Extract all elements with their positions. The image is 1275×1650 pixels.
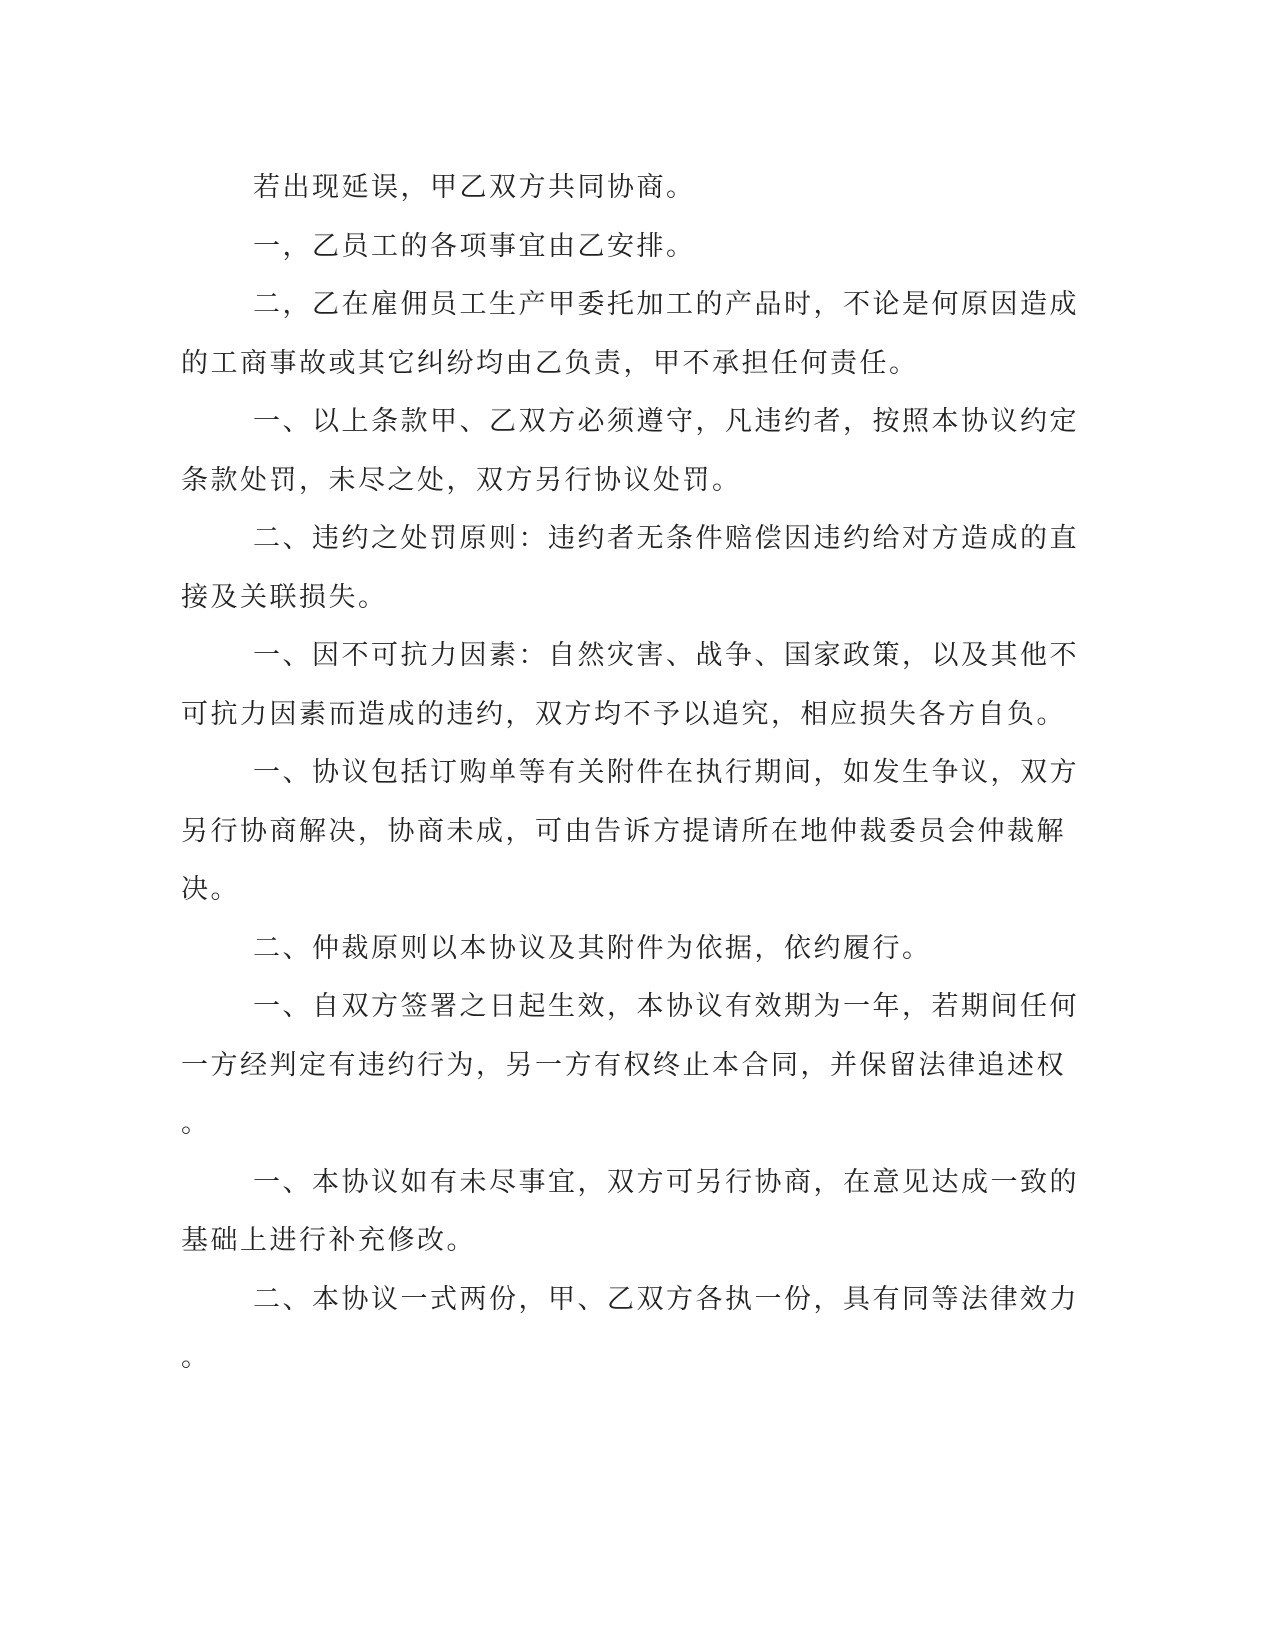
paragraph [181, 1271, 1079, 1388]
text-line: 条款处罚，未尽之处，双方另行协议处罚。 [181, 464, 742, 496]
text-line: 一、因不可抗力因素：自然灾害、战争、国家政策，以及其他不 [253, 640, 1079, 671]
paragraph [181, 393, 1079, 510]
text-line: 二、仲裁原则以本协议及其附件为依据，依约履行。 [253, 932, 932, 964]
paragraph [181, 159, 1031, 218]
text-line: 。 [181, 1108, 211, 1139]
paragraph [181, 920, 1031, 979]
text-line: 一方经判定有违约行为，另一方有权终止本合同，并保留法律追述权 [181, 1049, 1066, 1081]
paragraph [181, 218, 1031, 277]
text-line: 决。 [181, 874, 240, 905]
text-line: 一、协议包括订购单等有关附件在执行期间，如发生争议，双方 [253, 757, 1079, 788]
text-line: 一、本协议如有未尽事宜，双方可另行协商，在意见达成一致的 [253, 1166, 1079, 1198]
paragraph [181, 627, 1079, 744]
text-line: 若出现延误，甲乙双方共同协商。 [253, 172, 696, 203]
paragraph [181, 744, 1079, 920]
text-line: 可抗力因素而造成的违约，双方均不予以追究，相应损失各方自负。 [181, 698, 1066, 730]
text-line: 二，乙在雇佣员工生产甲委托加工的产品时，不论是何原因造成 [253, 289, 1079, 320]
text-line: 基础上进行补充修改。 [181, 1225, 476, 1256]
document-body [181, 159, 1079, 1388]
text-line: 。 [181, 1342, 211, 1373]
text-line: 二、本协议一式两份，甲、乙双方各执一份，具有同等法律效力 [253, 1283, 1079, 1315]
text-line: 一，乙员工的各项事宜由乙安排。 [253, 230, 696, 262]
paragraph [181, 510, 1079, 627]
text-line: 一、以上条款甲、乙双方必须遵守，凡违约者，按照本协议约定 [253, 406, 1079, 437]
paragraph [181, 276, 1079, 393]
text-line: 二、违约之处罚原则：违约者无条件赔偿因违约给对方造成的直 [253, 523, 1079, 554]
text-line: 的工商事故或其它纠纷均由乙负责，甲不承担任何责任。 [181, 347, 919, 379]
paragraph [181, 1154, 1079, 1271]
paragraph [181, 978, 1079, 1154]
text-line: 另行协商解决，协商未成，可由告诉方提请所在地仲裁委员会仲裁解 [181, 815, 1066, 847]
text-line: 接及关联损失。 [181, 581, 388, 613]
text-line: 一、自双方签署之日起生效，本协议有效期为一年，若期间任何 [253, 991, 1079, 1022]
